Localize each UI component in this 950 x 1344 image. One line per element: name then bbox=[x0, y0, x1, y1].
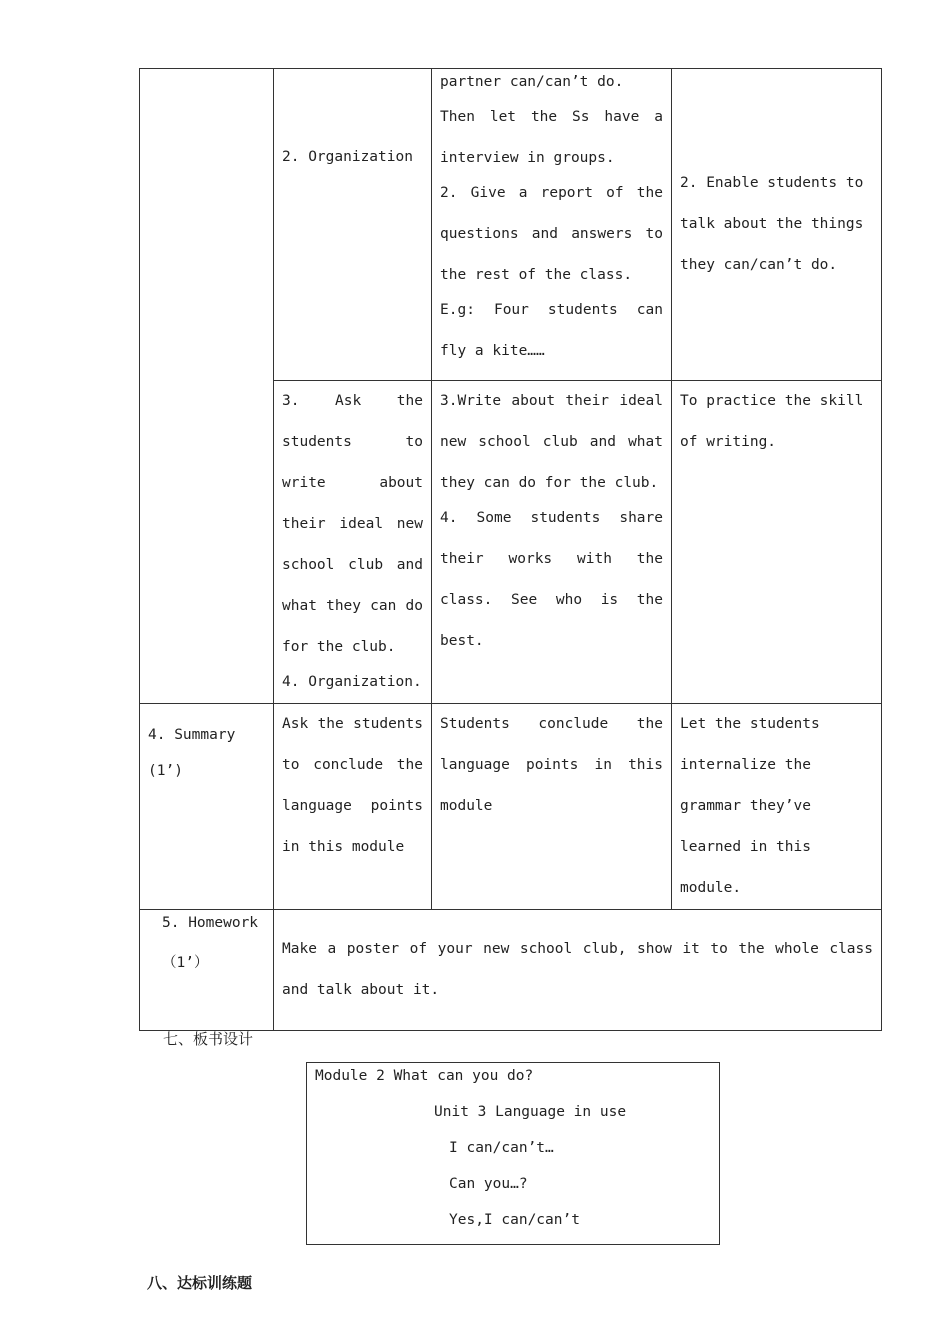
homework-text: Make a poster of your new school club, show it to the whole class and talk about it. bbox=[282, 941, 873, 998]
student-activity-text: 2. Give a report of the questions and answers to the rest of the class. bbox=[440, 185, 663, 283]
board-line: Module 2 What can you do? bbox=[315, 1068, 534, 1084]
student-activity-text: partner can/can’t do. bbox=[440, 74, 624, 90]
purpose-cell bbox=[672, 704, 882, 910]
step-cell-empty bbox=[140, 69, 274, 704]
board-line: I can/can’t… bbox=[449, 1140, 554, 1156]
student-activity-cell bbox=[432, 69, 672, 381]
step-text: 5. Homework（1’） bbox=[162, 915, 259, 971]
student-activity-text: E.g: Four students can fly a kite…… bbox=[440, 302, 663, 359]
teacher-activity-text: Ask the students to conclude the language points in this module bbox=[282, 716, 423, 855]
student-activity-text: Students conclude the language points in this module bbox=[440, 716, 663, 814]
section-title-board-design: 七、板书设计 bbox=[163, 1030, 254, 1048]
purpose-cell bbox=[672, 381, 882, 704]
lesson-plan-table bbox=[139, 68, 882, 1031]
table-row bbox=[140, 704, 882, 910]
student-activity-cell bbox=[432, 381, 672, 704]
homework-content-cell bbox=[274, 910, 882, 1031]
board-line: Unit 3 Language in use bbox=[434, 1104, 627, 1120]
student-activity-text: 3.Write about their ideal new school club and what they can do for the club. bbox=[440, 393, 663, 491]
teacher-activity-cell bbox=[274, 69, 432, 381]
student-activity-text: 4. Some students share their works with the class. See who is the best. bbox=[440, 510, 663, 649]
teacher-activity-text: 3. Ask the students to write about their ideal new school club and what they can do for the club. bbox=[282, 393, 423, 655]
board-line: Can you…? bbox=[449, 1176, 528, 1192]
student-activity-text: Then let the Ss have a interview in groups. bbox=[440, 109, 663, 166]
section-title-exercises: 八、达标训练题 bbox=[147, 1274, 253, 1292]
teacher-activity-text: 2. Organization bbox=[282, 149, 413, 165]
student-activity-cell bbox=[432, 704, 672, 910]
step-text: 4. Summary (1’) bbox=[148, 727, 236, 779]
table-row bbox=[140, 69, 882, 381]
teacher-activity-text: 4. Organization. bbox=[282, 674, 422, 690]
board-design-box bbox=[306, 1062, 720, 1245]
teacher-activity-cell bbox=[274, 381, 432, 704]
purpose-text: 2. Enable students to talk about the things they can/can’t do. bbox=[680, 175, 864, 273]
purpose-cell bbox=[672, 69, 882, 381]
purpose-text: To practice the skill of writing. bbox=[680, 393, 864, 450]
step-cell bbox=[140, 704, 274, 910]
table-row bbox=[140, 910, 882, 1031]
board-line: Yes,I can/can’t bbox=[449, 1212, 580, 1228]
step-cell bbox=[140, 910, 274, 1031]
teacher-activity-cell bbox=[274, 704, 432, 910]
purpose-text: Let the students internalize the grammar they’ve learned in this module. bbox=[680, 716, 820, 896]
